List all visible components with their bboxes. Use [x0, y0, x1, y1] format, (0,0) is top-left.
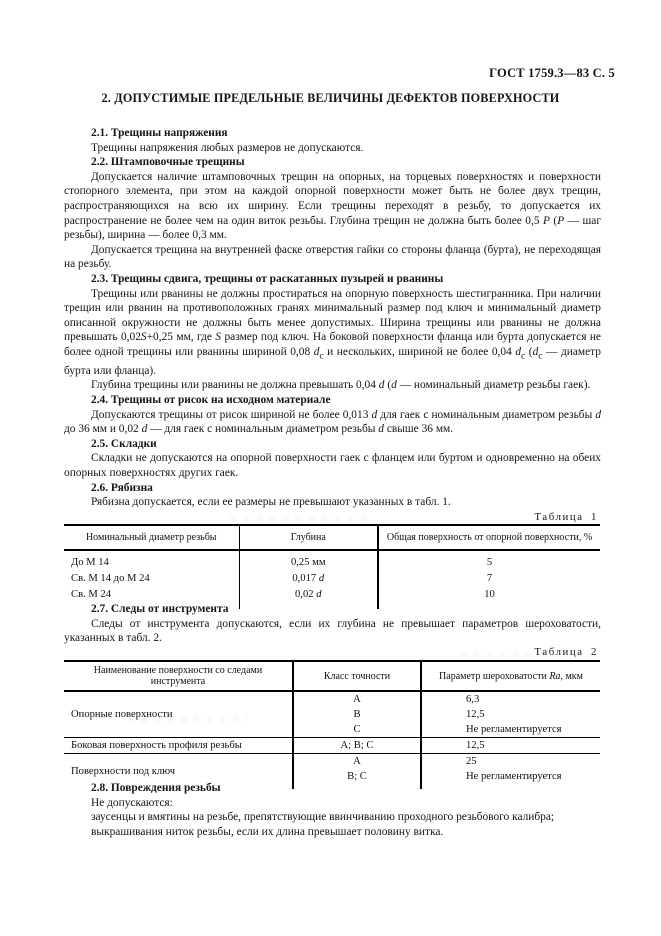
table-cell-diameter: До М 14: [71, 556, 109, 568]
body-text-block-2: [64, 602, 601, 646]
section-heading-2-4: 2.4. Трещины от рисок на исходном материале: [91, 393, 331, 406]
table-cell-class: С: [293, 722, 421, 738]
paragraph-2-1-1: Трещины напряжения любых размеров не допускаются.: [91, 141, 364, 154]
table-cell-roughness: Не регламентируется: [466, 724, 562, 735]
table-row: [64, 738, 600, 754]
table-2-col-header-surface: Наименование поверхности со следами инструмента: [64, 661, 293, 691]
paragraph-2-3-2: Глубина трещины или рванины не должна превышать 0,04 d (d — номинальный диаметр резьбы гаек).: [91, 379, 591, 392]
table-2-header-row: [64, 661, 600, 691]
scan-artifact: [230, 516, 370, 523]
table-row: [64, 550, 600, 570]
paragraph-2-8-3: выкрашивания ниток резьбы, если их длина превышает половину витка.: [91, 825, 444, 838]
table-1-caption: Таблица 1: [534, 511, 598, 523]
paragraph-2-8-1: Не допускаются:: [91, 796, 173, 809]
table-cell-diameter: Св. М 24: [71, 588, 112, 600]
table-cell-class: В: [293, 707, 421, 722]
paragraph-2-2-2: Допускается трещина на внутренней фаске отверстия гайки со стороны фланца (бурта), не переходящая на резьбу.: [64, 243, 601, 271]
section-heading-2-8: 2.8. Повреждения резьбы: [91, 782, 221, 794]
doc-ref: ГОСТ 1759.3—83 С. 5: [489, 66, 615, 80]
paragraph-2-4-1: Допускаются трещины от рисок шириной не более 0,013 d для гаек с номинальным диаметром резьбы d до 36 мм и 0,02 d — для гаек с номинальным диаметром резьбы d свыше 36 мм.: [64, 408, 602, 436]
table-2-caption: Таблица 2: [534, 646, 598, 658]
table-cell-diameter: Св. М 14 до М 24: [71, 572, 150, 584]
table-cell-roughness: 12,5: [466, 709, 485, 720]
table-cell-percent: 5: [486, 556, 493, 568]
table-2-group-bearing-surfaces: [64, 691, 600, 738]
table-row: [64, 754, 600, 770]
paragraph-2-2-1: Допускается наличие штамповочных трещин на опорных, на торцевых поверхностях и поверхности стопорного элемента, при этом на каждой опорной поверхности может быть не более двух трещин, распространяющихся на всю их ширину. Если трещины переходят в резьбу, то допускается их распространение не более чем на один виток резьбы. Глубина трещин не должна быть более 0,5 Р (Р — шаг резьбы), ширина — более 0,3 мм.: [64, 170, 601, 242]
table-2-group-thread-profile: [64, 738, 600, 754]
table-cell-surface: Опорные поверхности: [71, 709, 173, 720]
table-1-col-header-diameter: Номинальный диаметр резьбы: [64, 525, 239, 550]
section-heading-2-5: 2.5. Складки: [91, 437, 157, 450]
table-cell-depth: 0,25 мм: [239, 550, 378, 570]
table-row: [64, 691, 600, 707]
table-cell-surface: Боковая поверхность профиля резьбы: [64, 738, 293, 754]
table-cell-class: А: [293, 754, 421, 770]
body-text-block-1: [64, 126, 601, 510]
page-title: 2. ДОПУСТИМЫЕ ПРЕДЕЛЬНЫЕ ВЕЛИЧИНЫ ДЕФЕКТОВ ПОВЕРХНОСТИ: [101, 91, 560, 105]
table-row: [64, 570, 600, 586]
table-cell-surface: Поверхности под ключ: [64, 754, 293, 790]
section-heading-2-6: 2.6. Рябизна: [91, 481, 153, 494]
table-2: [64, 660, 600, 789]
table-2-col-header-class: Класс точности: [293, 661, 421, 691]
table-cell-class: А: [293, 691, 421, 707]
table-cell-depth: 0,02 d: [239, 586, 378, 609]
table-1-col-header-percent: Общая поверхность от опорной поверхности, %: [378, 525, 600, 550]
paragraph-2-6-1: Рябизна допускается, если ее размеры не превышают указанных в табл. 1.: [91, 496, 451, 509]
table-cell-depth: 0,017 d: [239, 570, 378, 586]
paragraph-2-7-1: Следы от инструмента допускаются, если их глубина не превышает параметров шероховатости, указанных в табл. 2.: [64, 617, 601, 645]
table-cell-class: В; С: [293, 769, 421, 789]
table-1-col-header-depth: Глубина: [239, 525, 378, 550]
scan-artifact: [128, 716, 248, 723]
table-cell-roughness: 12,5: [421, 738, 600, 754]
paragraph-2-3-1: Трещины или рванины не должны простираться на опорную поверхность шестигранника. При наличии трещин или рванин на противоположных гранях минимальный размер под ключ и минимальный диаметр описанной окружности не должны быть менее допустимых. Ширина трещины или рванины не должна превышать 0,02S+0,25 мм, где S размер под ключ. На боковой поверхности фланца или бурта допускается не более одной трещины или рванины шириной 0,08 $d_с$ и нескольких, шириной не более 0,04 $d_с$ ($d_с$ — диаметр бурта или фланца).: [64, 287, 601, 377]
paragraph-2-5-1: Складки не допускаются на опорной поверхности гаек с фланцем или буртом и одновременно на обеих опорных поверхностях других гаек.: [64, 452, 601, 479]
table-1: [64, 524, 600, 609]
table-cell-class: А; В; С: [293, 738, 421, 754]
scan-artifact: [460, 652, 550, 658]
body-text-block-3: [64, 781, 601, 839]
section-heading-2-7: 2.7. Следы от инструмента: [91, 603, 229, 615]
table-2-col-header-roughness: Параметр шероховатости Ra, мкм: [421, 661, 600, 691]
table-1-header-row: [64, 525, 600, 550]
table-cell-percent: 7: [486, 572, 493, 584]
table-cell-roughness: 6,3: [466, 694, 480, 705]
paragraph-2-8-2: заусенцы и вмятины на резьбе, препятствующие ввинчиванию проходного резьбового калибра;: [91, 811, 555, 824]
table-cell-roughness: Не регламентируется: [466, 771, 562, 782]
section-heading-2-3: 2.3. Трещины сдвига, трещины от раскатанных пузырей и рванины: [91, 272, 444, 285]
section-heading-2-2: 2.2. Штамповочные трещины: [91, 156, 245, 169]
section-heading-2-1: 2.1. Трещины напряжения: [91, 127, 228, 139]
table-cell-percent: 10: [484, 588, 495, 600]
table-cell-roughness: 25: [421, 754, 600, 770]
